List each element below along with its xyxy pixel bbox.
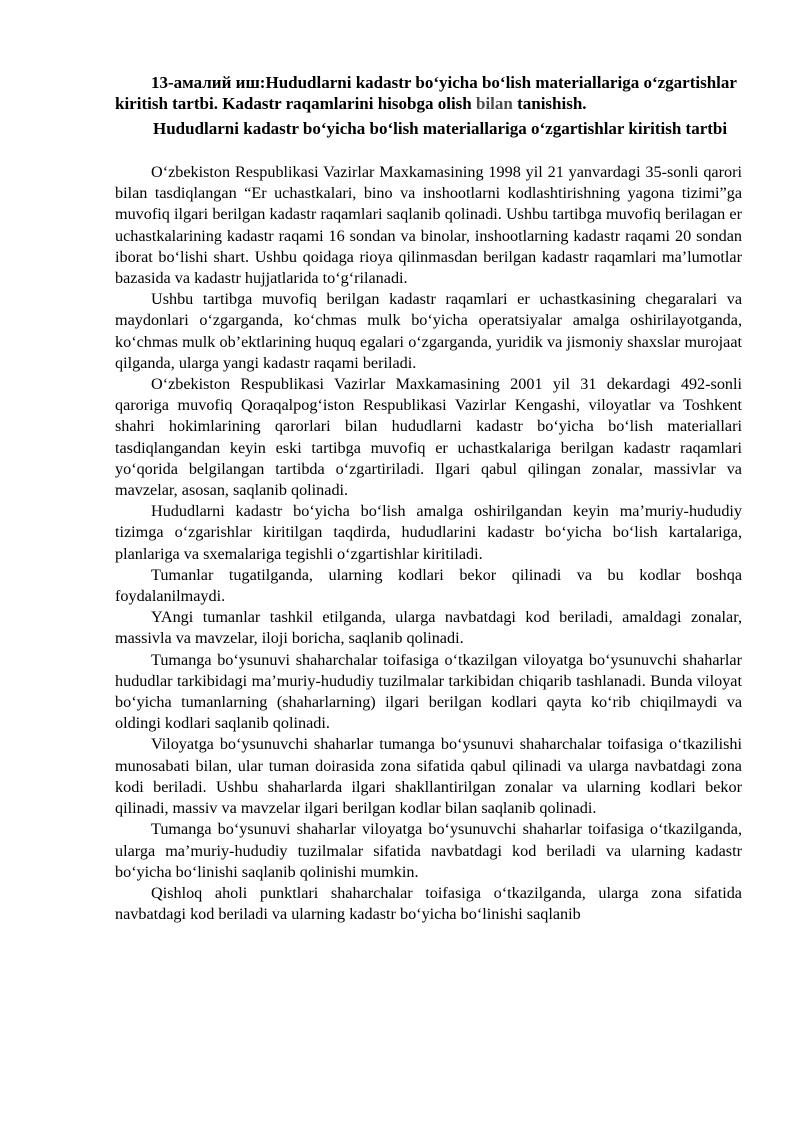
document-body [115, 162, 742, 925]
paragraph: Viloyatga bo‘ysunuvchi shaharlar tumanga bo‘ysunuvi shaharchalar toifasiga o‘tkazilishi munosabati bilan, ular tuman doirasida zona sifatida qabul qilinadi va ularga navbatdagi zona kodi beriladi. Ushbu shaharlarda ilgari shakllantirilgan zonalar va ularning kodlari bekor qilinadi, massiv va mavzelar ilgari berilgan kodlar bilan saqlanib qolinadi. [115, 735, 742, 818]
document-subtitle: Hududlarni kadastr bo‘yicha bo‘lish materiallariga o‘zgartishlar kiritish tartbi [153, 119, 728, 138]
paragraph: Tumanga bo‘ysunuvi shaharlar viloyatga bo‘ysunuvchi shaharlar toifasiga o‘tkazilganda, ularga ma’muriy-hududiy tuzilmalar sifatida navbatdagi kod beriladi va ularning kadastr bo‘yicha bo‘linishi saqlanib qolinishi mumkin. [115, 820, 742, 881]
title-main: Hududlarni kadastr bo‘yicha bo‘lish materiallariga o‘zgartishlar kiritish tartbi. Kadastr raqamlarini hisobga olish [115, 73, 737, 113]
title-prefix: 13-амалий иш: [151, 73, 266, 92]
paragraph: YAngi tumanlar tashkil etilganda, ularga navbatdagi kod beriladi, amaldagi zonalar, massivla va mavzelar, iloji boricha, saqlanib qolinadi. [115, 608, 742, 648]
paragraph: Qishloq aholi punktlari shaharchalar toifasiga o‘tkazilganda, ularga zona sifatida navbatdagi kod beriladi va ularning kadastr bo‘yicha bo‘linishi saqlanib [115, 883, 742, 924]
paragraph: O‘zbekiston Respublikasi Vazirlar Maxkamasining 1998 yil 21 yanvardagi 35-sonli qarori bilan tasdiqlangan “Er uchastkalari, bino va inshootlarni kodlashtirishning yagona tizimi”ga muvofiq ilgari berilgan kadastr raqamlari saqlanib qolinadi. Ushbu tartibga muvofiq berilagan er uchastkalarining kadastr raqami 16 sondan va binolar, inshootlarning kadastr raqami 20 sondan iborat bo‘lishi shart. Ushbu qoidaga rioya qilinmasdan berilgan kadastr raqamlari ma’lumotlar bazasida va kadastr hujjatlarida to‘g‘rilanadi. [115, 163, 742, 288]
document-title [115, 72, 742, 114]
paragraph: Ushbu tartibga muvofiq berilgan kadastr raqamlari er uchastkasining chegaralari va maydonlari o‘zgarganda, ko‘chmas mulk bo‘yicha operatsiyalar amalga oshirilayotganda, ko‘chmas mulk ob’ektlarining huquq egalari o‘zgarganda, yuridik va jismoniy shaxslar murojaat qilganda, ularga yangi kadastr raqami beriladi. [115, 290, 742, 372]
title-end: tanishish. [512, 94, 587, 113]
title-accent: bilan [475, 94, 513, 113]
paragraph: Tumanga bo‘ysunuvi shaharchalar toifasiga o‘tkazilgan viloyatga bo‘ysunuvchi shaharlar hududlar tarkibidagi ma’muriy-hududiy tuzilmalar tarkibidan chiqarib tashlanadi. Bunda viloyat bo‘yicha tumanlarning (shaharlarning) ilgari berilgan kodlari qayta ko‘rib chiqilmaydi va oldingi kodlari saqlanib qolinadi. [115, 650, 742, 733]
paragraph: Tumanlar tugatilganda, ularning kodlari bekor qilinadi va bu kodlar boshqa foydalanilmaydi. [115, 565, 742, 606]
paragraph: O‘zbekiston Respublikasi Vazirlar Maxkamasining 2001 yil 31 dekardagi 492-sonli qaroriga muvofiq Qoraqalpog‘iston Respublikasi Vazirlar Kengashi, viloyatlar va Toshkent shahri hokimlarining qarorlari bilan hududlarni kadastr bo‘yicha bo‘lish materiallari tasdiqlangandan keyin eski tartibga muvofiq er uchastkalariga berilgan kadastr raqamlari yo‘qorida belgilangan tartibda o‘zgartiriladi. Ilgari qabul qilingan zonalar, massivlar va mavzelar, asosan, saqlanib qolinadi. [115, 375, 742, 500]
paragraph: Hududlarni kadastr bo‘yicha bo‘lish amalga oshirilgandan keyin ma’muriy-hududiy tizimga o‘zgarishlar kiritilgan taqdirda, hududlarini kadastr bo‘yicha bo‘lish kartalariga, planlariga va sxemalariga tegishli o‘zgartishlar kiritiladi. [115, 502, 742, 563]
